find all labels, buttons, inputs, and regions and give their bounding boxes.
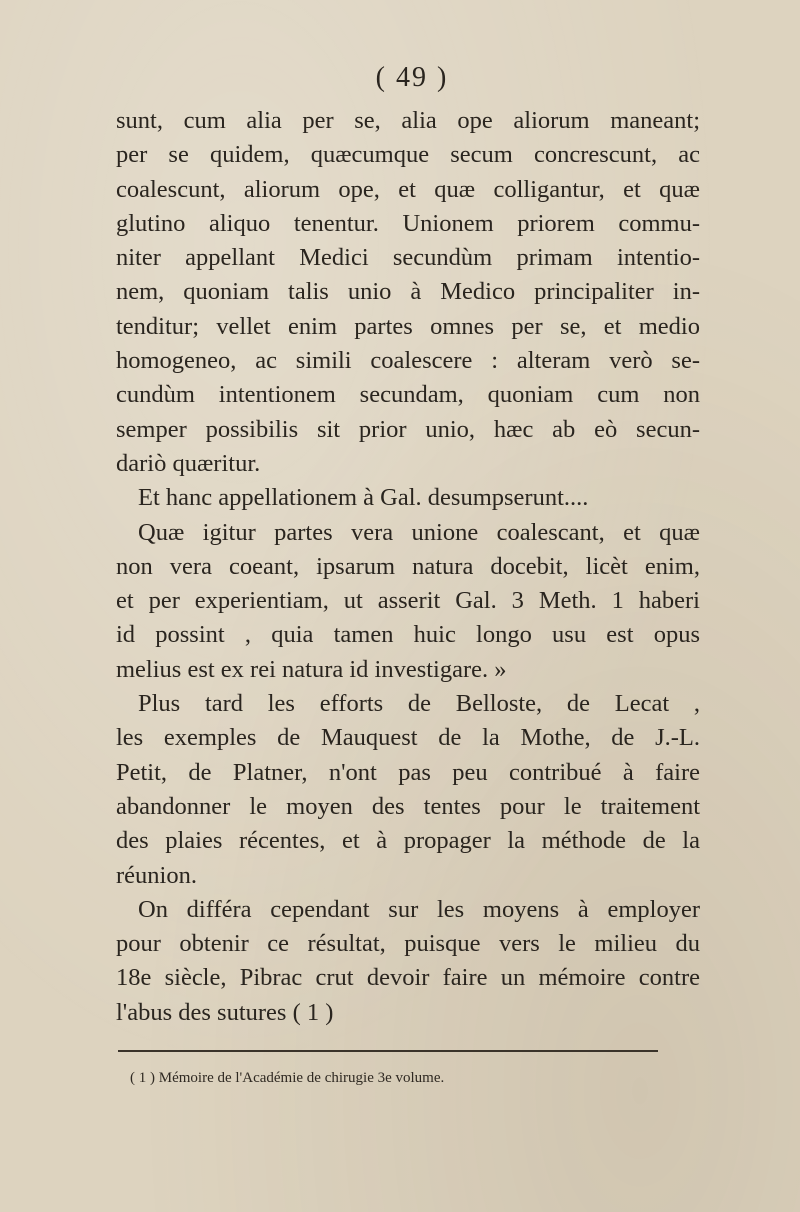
text-line: sunt, cum alia per se, alia ope aliorum maneant; [116,107,700,134]
text-line: semper possibilis sit prior unio, hæc ab eò secun- [116,415,700,443]
text-line: non vera coeant, ipsarum natura docebit, licèt enim, [116,552,700,580]
text-line: Quæ igitur partes vera unione coalescant, et quæ [138,518,700,546]
text-line: l'abus des sutures ( 1 ) [116,998,334,1026]
text-line: Petit, de Platner, n'ont pas peu contribué à faire [116,758,700,786]
text-line: id possint , quia tamen huic longo usu est opus [116,621,700,649]
text-line: per se quidem, quæcumque secum concrescunt, ac [116,141,700,169]
text-line: melius est ex rei natura id investigare. » [116,655,507,683]
footnote: ( 1 ) Mémoire de l'Académie de chirugie 3e volume. [130,1070,445,1086]
text-line: coalescunt, aliorum ope, et quæ colligantur, et quæ [116,175,700,203]
text-line: cundùm intentionem secundam, quoniam cum non [116,381,700,409]
text-line: nem, quoniam talis unio à Medico principaliter in- [116,278,700,306]
page-number: ( 49 ) [375,62,449,93]
text-line: homogeneo, ac simili coalescere : alteram verò se- [116,347,700,375]
text-line: tenditur; vellet enim partes omnes per se, et medio [116,312,700,340]
text-line: dariò quæritur. [116,449,261,477]
text-line: Plus tard les efforts de Belloste, de Lecat , [138,690,700,718]
text-line: pour obtenir ce résultat, puisque vers le milieu du [116,930,700,958]
text-line: niter appellant Medici secundùm primam intentio- [116,244,700,272]
text-line: et per experientiam, ut asserit Gal. 3 Meth. 1 haberi [116,587,700,615]
body-text [116,104,700,1030]
text-line: les exemples de Mauquest de la Mothe, de J.-L. [116,724,700,752]
text-line: réunion. [116,861,197,889]
text-line: abandonner le moyen des tentes pour le traitement [116,792,700,820]
text-line: 18e siècle, Pibrac crut devoir faire un mémoire contre [116,964,700,992]
text-line: glutino aliquo tenentur. Unionem priorem commu- [116,209,700,237]
text-line: On différa cependant sur les moyens à employer [138,895,700,923]
text-line: des plaies récentes, et à propager la méthode de la [116,827,700,855]
footnote-divider [118,1050,658,1052]
text-line: Et hanc appellationem à Gal. desumpserunt.... [138,484,589,512]
